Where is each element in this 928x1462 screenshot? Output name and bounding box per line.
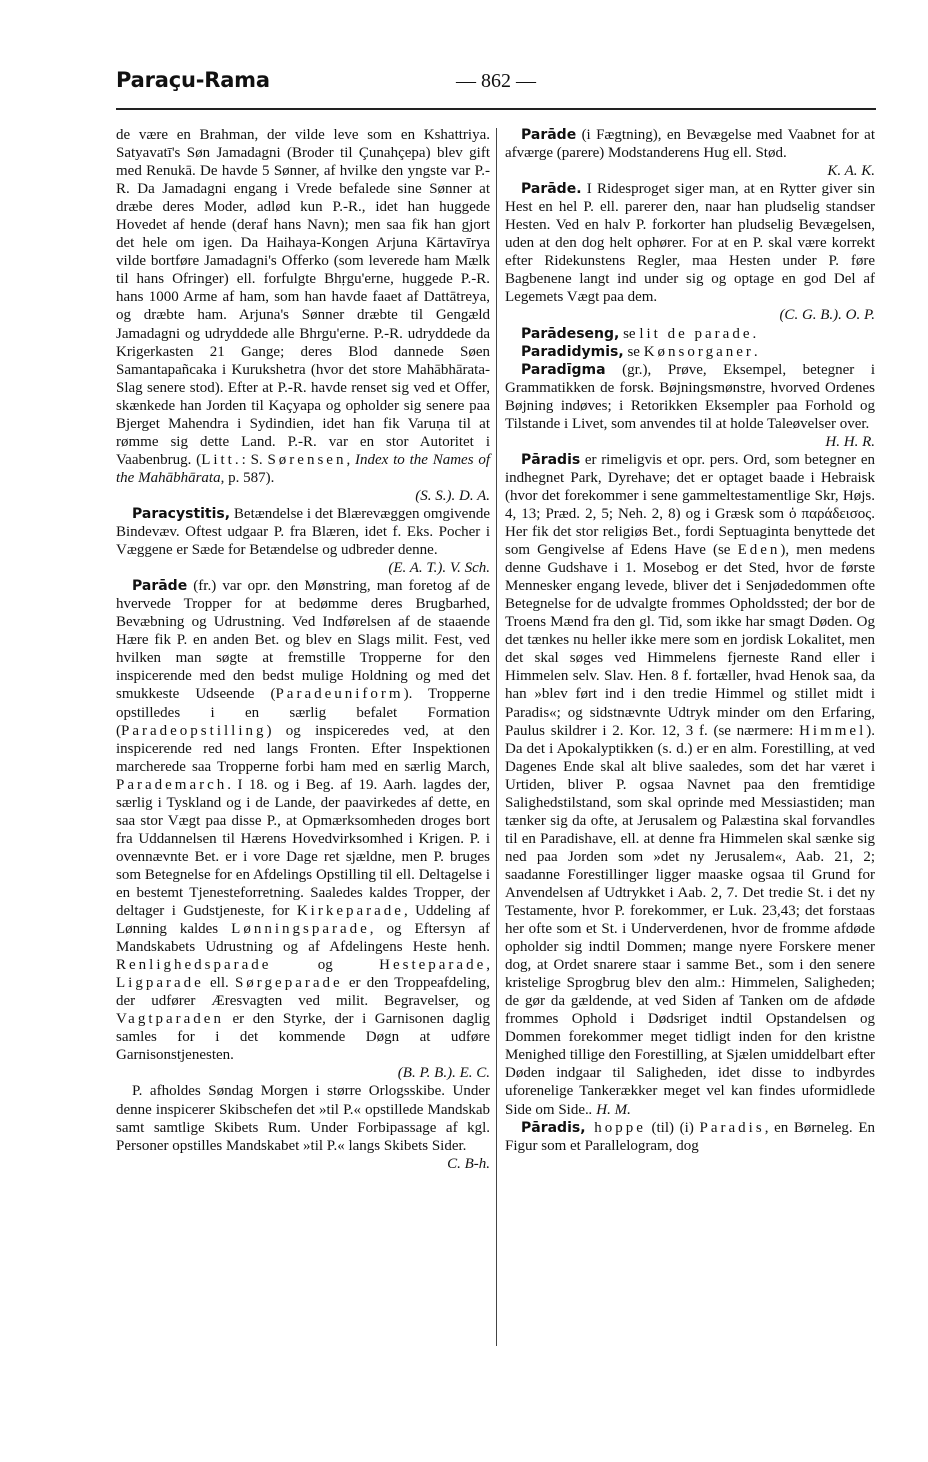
signature: C. B-h. [447, 1155, 490, 1172]
cross-reference: lit de parade [639, 325, 753, 342]
entry-parasu-rama-continuation: de være en Brahman, der vilde leve som en Kshattriya. Satyavatī's Søn Jamadagni (Broder til Çunahçepa) blev gift med Renukā. De havde 5 Sønner, af hvilke den yngste var P.-R. Da Jamadagni engang i Vrede befalede sine Sønner at dræbe deres Moder, adlød kun P.-R., idet han huggede Hovedet af hende (deraf hans Navn); men saa fik han gjort det hele om igen. Da Haihaya-Kongen Arjuna Kārtavīrya vilde bortføre Jamadagni's Offerko (som leverede ham Mælk til hans Ofringer) ell. forfulgte Bhṛgu'erne, huggede P.-R. hans 1000 Arme af ham, som han havde faaet af Dattātreya, og dræbte ham. Arjuna's Sønner dræbte til Gengæld Jamadagni og udryddede alle Bhrgu'erne. P.-R. udryddede da Krigerkasten 21 Gange; deres Blod dannede Søen Samantapañcaka i Kurukshetra (hvor det store Mahābhārata-Slag senere stod). Efter at P.-R. havde renset sig ved et Offer, skænkede han Jorden til Kaçyapa og opholder sig senere paa Bjerget Mahendra i Sydindien, idet han fik Varuṇa til at rømme sig dette Land. P.-R. var en stor Autoritet i Vaabenbrug. (Litt.: S. Sørensen, Index to the Names of the Mahābhārata, p. 587). [116, 127, 490, 486]
entry-parade: Parāde (fr.) var opr. den Mønstring, man foretog af de hvervede Tropper for at bedømme deres Brugbarhed, Bevæbning og Udrustning. Ved Indførelsen af de staaende Hære fik P. en anden Bet. og blev en Slags milit. Fest, ved hvilken man søgte at fremstille Tropperne for den inspicerende med den bedst mulige Holdning og med det smukkeste Udseende (Paradeuniform). Tropperne opstilledes i en særlig befalet Formation (Paradeopstilling) og inspiceredes ved, at den inspicerende red ned langs Fronten. Efter Inspektionen marcherede saa Tropperne forbi ham med en særlig March, Parademarch. I 18. og i Beg. af 19. Aarh. lagdes der, særlig i Tyskland og i de Lande, der paavirkedes af dette, en saa stor Vægt paa disse P., at Opmærksomheden droges bort fra Uddannelsen til Hærens Hovedvirksomhed i Krigen. P. i ovennævnte Bet. er i vore Dage ret sjældne, men P. bruges som Betegnelse for en Afdelings Opstilling til ell. Deltagelse i en bestemt Tjenesteforretning. Saaledes kaldes Tropper, der deltager i Gudstjeneste, for Kirkeparade, Uddeling af Lønning kaldes Lønningsparade, og Eftersyn af Mandskabets Udrustning og af Afdelingens Heste henh. Renlighedsparade og Hesteparade, Ligparade ell. Sørgeparade er den Troppeafdeling, der udfører Æresvagten ved milit. Begravelser, og Vagtparaden er den Styrke, der i Garnisonen daglig samles for i det kommende Døgn at udføre Garnisonstjenesten. [116, 578, 491, 1064]
signature: (S. S.). D. A. [415, 487, 490, 504]
signature: (C. G. B.). O. P. [779, 307, 875, 324]
headword: Parāde [132, 578, 188, 595]
signature: K. A. K. [827, 163, 875, 180]
headword: Paracystitis, [132, 505, 231, 522]
entry-paradis: Pāradis er rimeligvis et opr. pers. Ord, som betegner en indhegnet Park, Dyrehave; det er optaget baade i Hebraisk (hvor det forekommer i sene gammeltestamentlige Skr, Højs. 4, 13; Præd. 2, 5; Neh. 2, 8) og i Græsk som ὁ παράδεισος. Her fik det stor religiøs Bet., fordi Septuaginta benyttede det som Gengivelse af Edens Have (se Eden), men medens denne Gudshave i 1. Mosebog er det Sted, hvor de første Mennesker engang levede, bliver det i Senjødedommen ofte Betegnelse for de udvalgte frommes Opholdssted; der bor de Troens Mænd fra den gl. Tid, som ikke har smagt Døden. Og det tænkes nu heller ikke mere som en jordisk Lokalitet, men det skal søges ved Himmelens fjerneste Rand eller i Himmelen selv. Slav. Hen. 8 f. fortæller, hvad Henok saa, da han »blev ført ind i den tredie Himmel og stillet midt i Paradis«; og sidstnævnte Udtryk minder om den Erfaring, Paulus skildrer i 2. Kor. 12, 3 f. (se nærmere: Himmel). Da det i Apokalyptikken (s. d.) er en alm. Forestilling, at ved Dagenes Ende skal alt blive saaledes, som det har været i Urtiden, bliver P. ogsaa Navnet paa den fremtidige Salighedstilstand, som skal oprinde med Messiastiden; man tænker sig da ofte, at Jerusalem og Palæstina skal forvandles til en Paradishave, ell. at denne fra Himmelen skal sænke sig ned paa Jorden som »det ny Jerusalem«, Aab. 21, 2; saadanne Forestillinger ligger maaske ogsaa til Grund for Anvendelsen af Udtrykket i Aab. 2, 7. Det tredie St. i det ny Testamente, hvor P. forekommer, er Luk. 23,43; det forstaas her ofte som et St. i Underverdenen, hvor de fromme afdøde opholder sig indtil Dommen; mange nyere Forskere mener dog, at Ordet snarere staar i samme Bet., som i den senere kristelige Sprogbrug blev den alm.: Himmelen, Saligheden; de gør da gældende, at ved Siden af Tanken om de afdøde frommes Ophold i Dødsriget indtil Opstandelsen og Dommen forekommer meget tidligt inden for den kristne Menighed tillige den Forestilling, at Sjælen umiddelbart efter Døden indgaar til Saligheden, idet disse to indbyrdes uforenelige Tankerækker meget vel kan findes uformidlede Side om Side.. H. M. [505, 451, 876, 1118]
headword: Paradīgma [521, 361, 606, 378]
headword: Pāradis [521, 451, 581, 468]
entry-paradis-hoppe: Pāradis, hoppe (til) (i) Paradis, en Børneleg. En Figur som et Parallelogram, dog [505, 1119, 875, 1154]
headword: Parādeseng, [521, 325, 620, 342]
entry-paradigma: Paradīgma (gr.), Prøve, Eksempel, betegner i Grammatikken de forsk. Bøjningsmønstre, hvorved Ordenes Bøjning indøves; i Retorikken Eksempler paa Forhold og Tilstande i Livet, som anvendes til at holde Taleøvelser over. [505, 361, 875, 432]
signature: (B. P. B.). E. C. [397, 1065, 490, 1082]
page-header [116, 66, 876, 102]
entry-parade-fencing: Parāde (i Fægtning), en Bevægelse med Vaabnet for at afværge (parere) Modstanderens Hug ell. Stød. [505, 127, 875, 162]
entry-parade-navy: P. afholdes Søndag Morgen i større Orlogsskibe. Under denne inspicerer Skibschefen det »til P.« opstillede Mandskab samt samtlige Skibets Rum. Under Forbipassage af kgl. Personer opstilles Mandskabet »til P.« langs Skibets Sider. [116, 1083, 490, 1154]
header-rule [116, 108, 876, 110]
page-number: — 862 — [456, 70, 536, 92]
running-head: Paraçu-Rama [116, 68, 270, 92]
signature: H. H. R. [825, 433, 875, 450]
signature: (E. A. T.). V. Sch. [388, 560, 490, 577]
headword: Paradidymis, [521, 343, 624, 360]
entry-parade-riding: Parāde. I Ridesproget siger man, at en Rytter giver sin Hest en hel P. ell. parerer den, naar han pludselig standser Hesten. Ved en halv P. forkorter han pludselig Bevægelsen, uden at den dog helt ophører. For at en P. skal være korrekt efter Ridekunstens Regler, maa Hesten under P. føre Bagbenene langt ind under sig og optage en god Del af Legemets Vægt paa dem. [505, 181, 875, 306]
headword: Parāde [521, 127, 577, 143]
entry-paracystitis: Paracystitis, Betændelse i det Blærevæggen omgivende Bindevæv. Oftest udgaar P. fra Blæren, idet f. Eks. Pocher i Væggene er Sæde for Betændelse og udbreder denne. [116, 505, 490, 559]
left-column [116, 126, 490, 1173]
headword: Pāradis, [521, 1119, 586, 1136]
entry-paradeseng: Parādeseng, se lit de parade. [521, 325, 757, 342]
signature: . H. M. [588, 1101, 631, 1118]
column-divider [496, 128, 497, 1346]
cross-reference: Kønsorganer [643, 343, 754, 360]
entry-paradidymis: Paradidymis, se Kønsorganer. [521, 343, 758, 360]
headword: Parāde. [521, 181, 582, 198]
right-column [505, 126, 875, 1155]
